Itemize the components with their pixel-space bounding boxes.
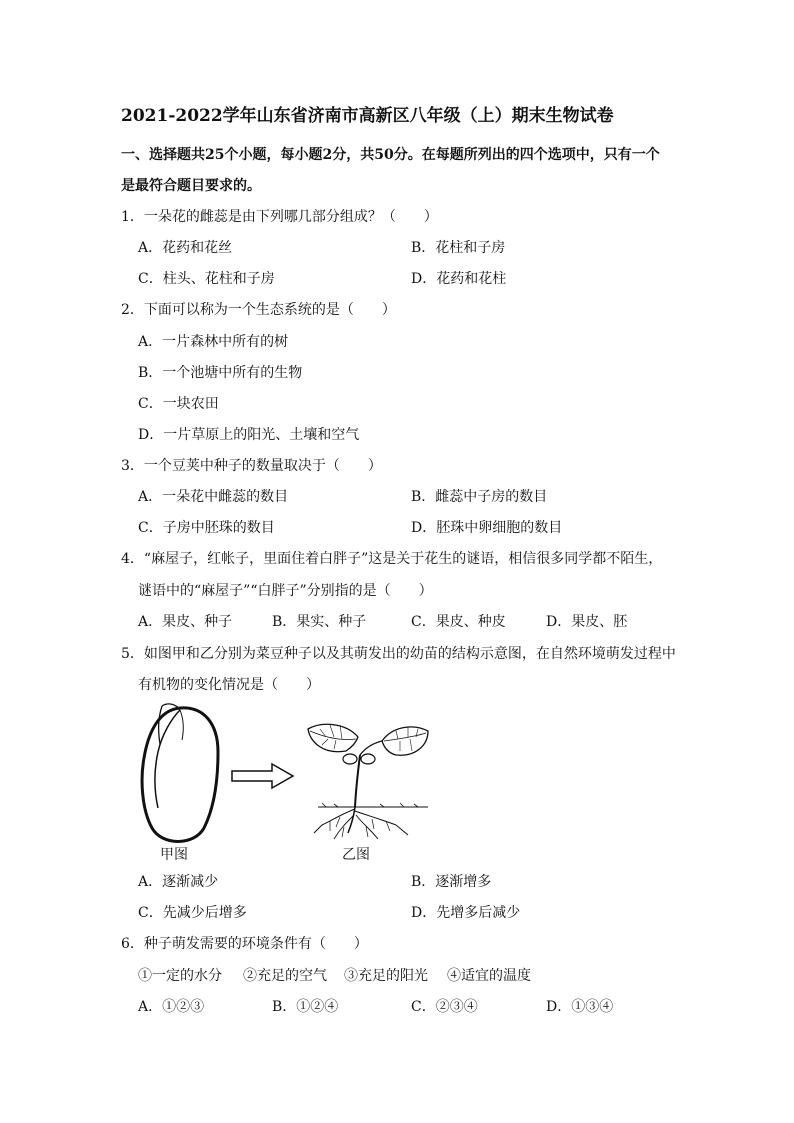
bean-seed-figure (132, 700, 228, 848)
question-4-option-a[interactable]: A．果皮、种子 (138, 614, 233, 630)
question-3-option-d[interactable]: D．胚珠中卵细胞的数目 (411, 520, 563, 536)
section-heading-line2: 是最符合题目要求的。 (121, 178, 261, 194)
question-4-stem-line2: 谜语中的“麻屋子”“白胖子”分别指的是（ ） (138, 583, 433, 599)
condition-3: ③充足的阳光 (344, 968, 428, 984)
condition-2: ②充足的空气 (243, 968, 327, 984)
question-1-option-a[interactable]: A．花药和花丝 (138, 240, 233, 256)
question-2-option-a[interactable]: A．一片森林中所有的树 (138, 334, 289, 350)
question-6-stem: 6．种子萌发需要的环境条件有（ ） (121, 936, 368, 952)
condition-4: ④适宜的温度 (447, 968, 531, 984)
question-2-option-d[interactable]: D．一片草原上的阳光、土壤和空气 (138, 427, 360, 443)
question-6-option-c[interactable]: C．②③④ (411, 999, 478, 1015)
question-4-option-c[interactable]: C．果皮、种皮 (411, 614, 506, 630)
bean-seedling-figure (300, 715, 440, 845)
section-heading-line1: 一、选择题共25个小题，每小题2分，共50分。在每题所列出的四个选项中，只有一个 (121, 147, 660, 163)
question-3-option-a[interactable]: A．一朵花中雌蕊的数目 (138, 489, 289, 505)
question-5-option-c[interactable]: C．先减少后增多 (138, 905, 247, 921)
question-4-option-d[interactable]: D．果皮、胚 (546, 614, 628, 630)
question-2-stem: 2．下面可以称为一个生态系统的是（ ） (121, 302, 396, 318)
question-3-stem: 3．一个豆荚中种子的数量取决于（ ） (121, 458, 382, 474)
question-1-stem: 1．一朵花的雌蕊是由下列哪几部分组成？（ ） (121, 209, 438, 225)
question-5-stem-line2: 有机物的变化情况是（ ） (138, 677, 320, 693)
question-6-option-a[interactable]: A．①②③ (138, 999, 205, 1015)
page-title: 2021-2022学年山东省济南市高新区八年级（上）期末生物试卷 (121, 106, 614, 126)
figure-label-jia: 甲图 (160, 847, 188, 863)
question-5-stem-line1: 5．如图甲和乙分别为菜豆种子以及其萌发出的幼苗的结构示意图，在自然环境萌发过程中 (121, 646, 676, 662)
question-5-option-a[interactable]: A．逐渐减少 (138, 874, 219, 890)
question-5-option-b[interactable]: B．逐渐增多 (411, 874, 492, 890)
question-2-option-c[interactable]: C．一块农田 (138, 396, 219, 412)
question-4-stem-line1: 4．“麻屋子，红帐子，里面住着白胖子”这是关于花生的谜语，相信很多同学都不陌生， (121, 551, 663, 567)
arrow-right-icon (230, 762, 296, 790)
question-3-option-c[interactable]: C．子房中胚珠的数目 (138, 520, 275, 536)
figure-label-yi: 乙图 (342, 847, 370, 863)
question-2-option-b[interactable]: B．一个池塘中所有的生物 (138, 365, 303, 381)
question-1-option-b[interactable]: B．花柱和子房 (411, 240, 506, 256)
question-4-option-b[interactable]: B．果实、种子 (272, 614, 367, 630)
question-6-option-b[interactable]: B．①②④ (272, 999, 339, 1015)
question-5-option-d[interactable]: D．先增多后减少 (411, 905, 521, 921)
question-3-option-b[interactable]: B．雌蕊中子房的数目 (411, 489, 548, 505)
question-1-option-c[interactable]: C．柱头、花柱和子房 (138, 271, 275, 287)
question-1-option-d[interactable]: D．花药和花柱 (411, 271, 507, 287)
question-6-option-d[interactable]: D．①③④ (546, 999, 614, 1015)
condition-1: ①一定的水分 (138, 968, 222, 984)
